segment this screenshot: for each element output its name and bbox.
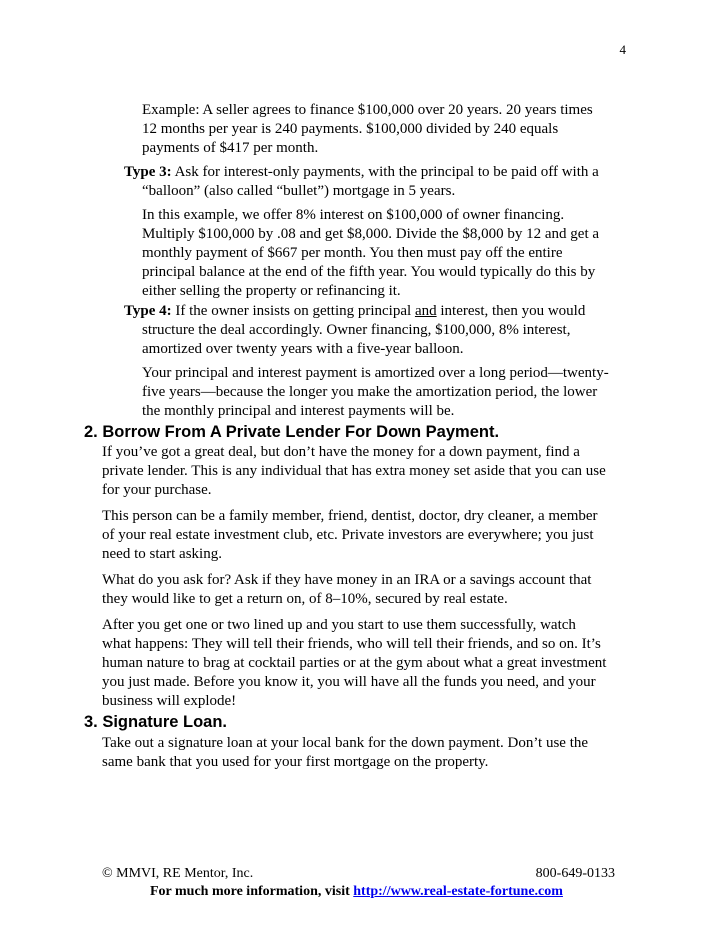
type3-example <box>142 206 632 301</box>
section2-paragraph-2 <box>102 507 632 564</box>
text-line: What do you ask for? Ask if they have money in an IRA or a savings account that <box>102 572 592 588</box>
footer-info-text: For much more information, visit <box>150 884 354 899</box>
text-line: the monthly principal and interest payments will be. <box>142 403 455 419</box>
section2-heading: 2. Borrow From A Private Lender For Down Payment. <box>84 423 500 441</box>
text-line: payments of $417 per month. <box>142 140 319 156</box>
text-line: of your real estate investment club, etc. Private investors are everywhere; you just <box>102 527 594 543</box>
section2-paragraph-3 <box>102 571 632 609</box>
type3-line1: Ask for interest-only payments, with the principal to be paid off with a <box>171 164 599 180</box>
text-line: for your purchase. <box>102 482 212 498</box>
page-number: 4 <box>619 42 626 57</box>
section3-heading: 3. Signature Loan. <box>84 713 228 731</box>
type4-example <box>142 364 632 421</box>
text-line: either selling the property or refinancing it. <box>142 283 401 299</box>
type4-line2: structure the deal accordingly. Owner financing, $100,000, 8% interest, <box>142 322 571 338</box>
text-line: human nature to brag at cocktail parties or at the gym about what a great investment <box>102 655 607 671</box>
text-line: Your principal and interest payment is amortized over a long period—twenty- <box>142 365 609 381</box>
text-line: Multiply $100,000 by .08 and get $8,000. Divide the $8,000 by 12 and get a <box>142 226 600 242</box>
text-line: Example: A seller agrees to finance $100,000 over 20 years. 20 years times <box>142 102 593 118</box>
text-line: need to start asking. <box>102 546 222 562</box>
type4-line3: amortized over twenty years with a five-year balloon. <box>142 341 464 357</box>
section3-paragraph-1 <box>102 734 632 772</box>
footer-website-link[interactable]: http://www.real-estate-fortune.com <box>353 884 563 899</box>
type3-label: Type 3: <box>124 164 172 180</box>
text-line: same bank that you used for your first mortgage on the property. <box>102 754 489 770</box>
section2-paragraph-4 <box>102 616 632 711</box>
footer-copyright: © MMVI, RE Mentor, Inc. <box>102 866 254 881</box>
type3-line2: “balloon” (also called “bullet”) mortgage in 5 years. <box>142 183 456 199</box>
type4-label: Type 4: <box>124 303 172 319</box>
text-line: what happens: They will tell their friends, who will tell their friends, and so on. It’s <box>102 636 601 652</box>
text-line: monthly payment of $667 per month. You then must pay off the entire <box>142 245 563 261</box>
type4-text: interest, then you would <box>436 303 586 319</box>
text-line: In this example, we offer 8% interest on $100,000 of owner financing. <box>142 207 565 223</box>
type4-paragraph <box>124 302 632 359</box>
type4-underlined-and: and <box>414 303 437 319</box>
type4-text: If the owner insists on getting principal <box>171 303 415 319</box>
text-line: Take out a signature loan at your local bank for the down payment. Don’t use the <box>102 735 589 751</box>
text-line: five years—because the longer you make the amortization period, the lower <box>142 384 598 400</box>
type3-paragraph <box>124 163 632 201</box>
text-line: they would like to get a return on, of 8–10%, secured by real estate. <box>102 591 508 607</box>
footer-info <box>150 884 563 900</box>
footer-phone: 800-649-0133 <box>535 866 615 881</box>
text-line: After you get one or two lined up and you start to use them successfully, watch <box>102 617 576 633</box>
text-line: This person can be a family member, friend, dentist, doctor, dry cleaner, a member <box>102 508 598 524</box>
text-line: If you’ve got a great deal, but don’t have the money for a down payment, find a <box>102 444 580 460</box>
text-line: private lender. This is any individual that has extra money set aside that you can use <box>102 463 606 479</box>
text-line: you just made. Before you know it, you will have all the funds you need, and your <box>102 674 596 690</box>
text-line: business will explode! <box>102 693 237 709</box>
text-line: 12 months per year is 240 payments. $100,000 divided by 240 equals <box>142 121 559 137</box>
text-line: principal balance at the end of the fifth year. You would typically do this by <box>142 264 596 280</box>
type2-example <box>142 101 632 158</box>
section2-paragraph-1 <box>102 443 632 500</box>
